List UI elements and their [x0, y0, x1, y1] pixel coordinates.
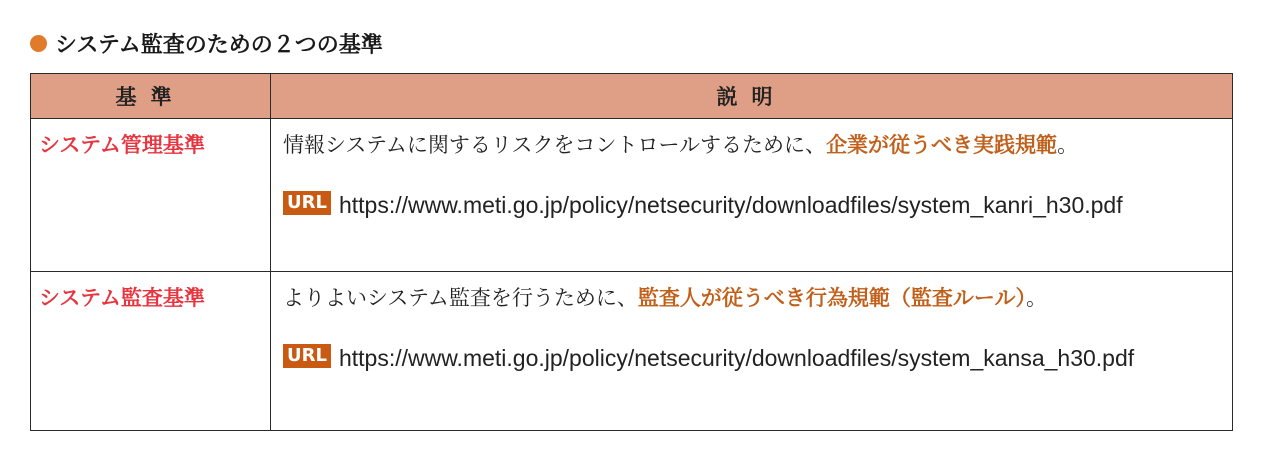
description-text: よりよいシステム監査を行うために、	[283, 286, 638, 310]
table-row	[31, 272, 1233, 431]
standard-description	[271, 272, 1233, 431]
url-row	[283, 187, 1224, 223]
description-highlight: 監査人が従うべき行為規範（監査ルール）	[637, 286, 1026, 310]
table-header-row	[31, 74, 1233, 119]
description-line	[283, 129, 1224, 161]
standard-description	[271, 119, 1233, 272]
url-link[interactable]: https://www.meti.go.jp/policy/netsecurity/downloadfiles/system_kansa_h30.pdf	[338, 345, 1135, 371]
url-link[interactable]: https://www.meti.go.jp/policy/netsecurity/downloadfiles/system_kanri_h30.pdf	[338, 192, 1123, 218]
url-row	[283, 340, 1224, 376]
standard-name: システム監査基準	[31, 272, 271, 431]
standards-table	[30, 73, 1233, 431]
description-end: 。	[1026, 286, 1047, 310]
section-title-text: システム監査のための２つの基準	[55, 33, 383, 58]
description-end: 。	[1057, 133, 1079, 157]
header-standard: 基準	[31, 74, 271, 119]
standard-name: システム管理基準	[31, 119, 271, 272]
table-row	[31, 119, 1233, 272]
description-highlight: 企業が従うべき実践規範	[826, 133, 1058, 157]
section-title	[30, 28, 383, 59]
description-line	[283, 282, 1224, 314]
description-text: 情報システムに関するリスクをコントロールするために、	[283, 133, 827, 157]
header-description: 説明	[271, 74, 1233, 119]
url-badge: URL	[283, 344, 331, 368]
url-badge: URL	[283, 191, 331, 215]
bullet-circle-icon	[30, 35, 47, 52]
